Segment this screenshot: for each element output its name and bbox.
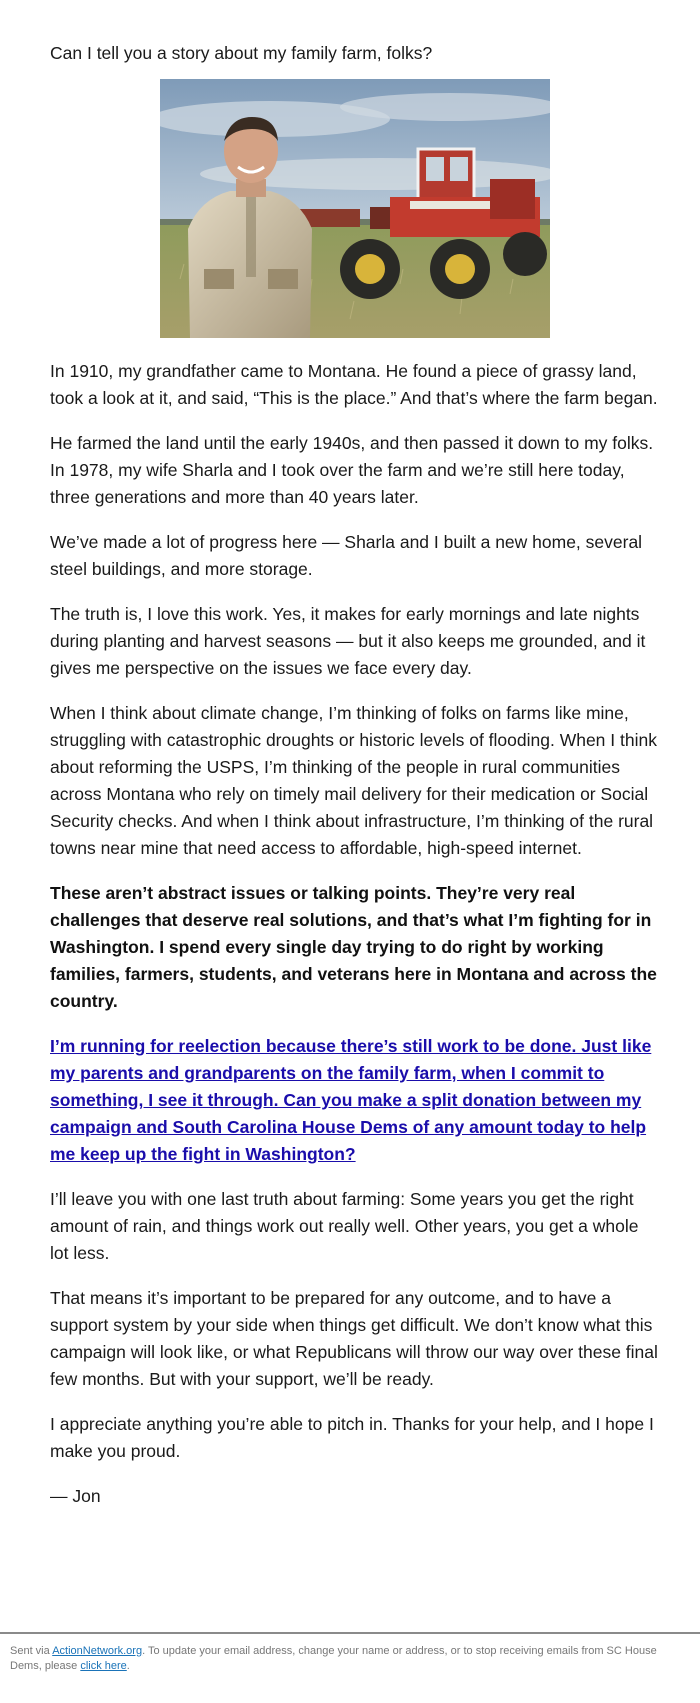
footer-middle: . To update your email address, change your name or address, or to stop receiving emails from SC House Dems, please [10,1645,657,1672]
greeting: Can I tell you a story about my family farm, folks? [50,43,433,63]
signature: — Jon [50,1486,101,1506]
email-footer [0,1632,700,1674]
donate-link[interactable]: I’m running for reelection because there’s still work to be done. Just like my parents and grandparents on the family farm, when I commit to something, I see it through. Can you make a split donation between my campaign and South Carolina House Dems of any amount today to help me keep up the fight in Washington? [50,1036,652,1164]
closing-paragraph-2: That means it’s important to be prepared for any outcome, and to have a support system by your side when things get difficult. We don’t know what this campaign will look like, or what Republicans will throw our way over these final few months. But with your support, we’ll be ready. [50,1288,658,1389]
cta-paragraph [50,1033,660,1168]
photo-container [50,79,660,338]
actionnetwork-link[interactable]: ActionNetwork.org [52,1645,143,1657]
farm-photo [160,79,550,338]
story-paragraph-3: We’ve made a lot of progress here — Sharla and I built a new home, several steel buildings, and more storage. [50,532,643,579]
closing-paragraph-1: I’ll leave you with one last truth about farming: Some years you get the right amount of rain, and things work out really well. Other years, you get a whole lot less. [50,1189,639,1263]
bold-paragraph: These aren’t abstract issues or talking points. They’re very real challenges that deserve real solutions, and that’s what I’m fighting for in Washington. I spend every single day trying to do right by working families, farmers, students, and veterans here in Montana and across the country. [50,883,657,1011]
footer-suffix: . [126,1660,130,1672]
unsubscribe-link[interactable]: click here [80,1660,127,1672]
closing-paragraph-3: I appreciate anything you’re able to pitch in. Thanks for your help, and I hope I make you proud. [50,1414,654,1461]
footer-prefix: Sent via [10,1645,53,1657]
story-paragraph-4: The truth is, I love this work. Yes, it makes for early mornings and late nights during planting and harvest seasons — but it also keeps me grounded, and it gives me perspective on the issues we face every day. [50,604,646,678]
story-paragraph-5: When I think about climate change, I’m thinking of folks on farms like mine, struggling with catastrophic droughts or historic levels of flooding. When I think about reforming the USPS, I’m thinking of the people in rural communities across Montana who rely on timely mail delivery for their medication or Social Security checks. And when I think about infrastructure, I’m thinking of the rural towns near mine that need access to affordable, high-speed internet. [50,703,657,858]
story-paragraph-1: In 1910, my grandfather came to Montana. He found a piece of grassy land, took a look at it, and said, “This is the place.” And that’s where the farm began. [50,361,658,408]
email-body [50,40,660,1528]
story-paragraph-2: He farmed the land until the early 1940s, and then passed it down to my folks. In 1978, my wife Sharla and I took over the farm and we’re still here today, three generations and more than 40 years later. [50,433,654,507]
